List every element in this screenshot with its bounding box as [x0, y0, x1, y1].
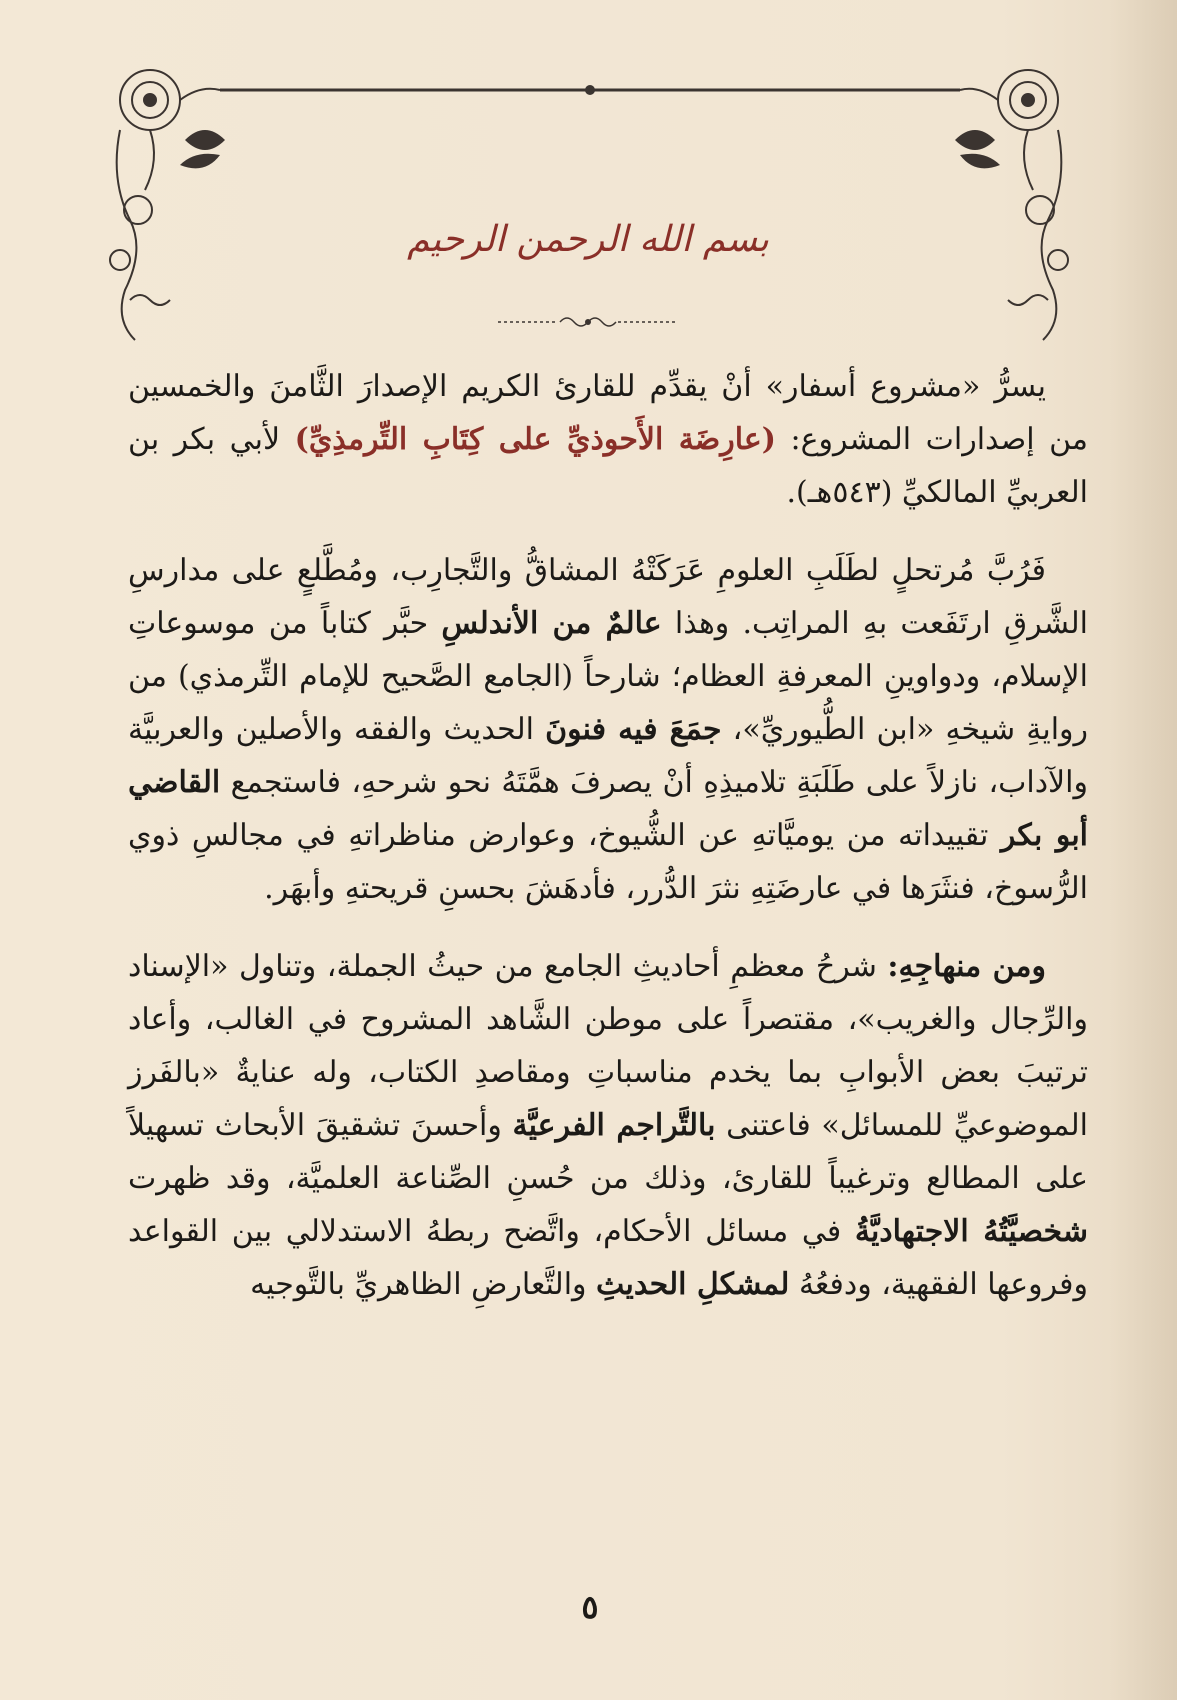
text-span: يسرُّ «مشروع أسفار» أنْ يقدِّم للقارئ الكريم الإصدارَ الثَّامنَ والخمسين من إصدارات المشروع:	[128, 369, 1088, 457]
paragraph-method	[128, 940, 1088, 1311]
text-span: شرحُ معظمِ أحاديثِ الجامع من حيثُ الجملة، وتناول «الإسناد والرِّجال والغريب»، مقتصراً على موطن الشَّاهد المشروح في الغالب، وأعاد ترتيبَ بعض الأبوابِ بما يخدم مناسباتِ ومقاصدِ الكتاب، وله عنايةٌ «بالفَرز الموضوعيِّ للمسائل» فاعتنى	[128, 949, 1088, 1143]
text-span: الحديث والفقه والأصلين والعربيَّة والآداب، نازلاً على طَلَبَةِ تلاميذِهِ أنْ يصرفَ همَّتَهُ نحو شرحهِ، فاستجمع	[128, 712, 1088, 800]
bold-span: شخصيَّتُهُ الاجتهاديَّةُ	[854, 1214, 1088, 1249]
bold-span: ومن منهاجِهِ:	[887, 949, 1046, 984]
page-number: ٥	[581, 1588, 599, 1626]
bold-span: لمشكلِ الحديثِ	[596, 1267, 790, 1302]
body-text	[128, 360, 1088, 1311]
text-span: فَرُبَّ مُرتحلٍ لطَلَبِ العلومِ عَرَكَتْهُ المشاقُّ والتَّجارِب، ومُطَّلعٍ على مدارسِ الشَّرقِ ارتَفَعت بهِ المراتِب. وهذا	[128, 553, 1088, 641]
ornamental-divider-icon	[498, 312, 678, 332]
book-title: (عارِضَة الأَحوذيِّ على كِتَابِ التِّرمذِيِّ)	[294, 422, 776, 457]
text-span: لأبي بكر بن العربيِّ المالكيِّ (٥٤٣هـ).	[128, 422, 1088, 510]
bold-span: بالتَّراجم الفرعيَّة	[512, 1108, 716, 1143]
paragraph-author	[128, 544, 1088, 915]
text-span: تقييداته من يوميَّاتهِ عن الشُّيوخ، وعوارض مناظراتهِ في مجالسِ ذوي الرُّسوخ، فنثَرَها في عارضَتِهِ نثرَ الدُّرر، فأدهَشَ بحسنِ قريحتهِ وأبهَر.	[128, 818, 1088, 906]
text-span: والتَّعارضِ الظاهريِّ بالتَّوجيه	[250, 1267, 597, 1302]
bold-span: القاضي أبو بكر	[128, 765, 1088, 853]
bold-span: عالمٌ من الأندلسِ	[441, 606, 662, 641]
text-span: وأحسنَ تشقيقَ الأبحاث تسهيلاً على المطالع وترغيباً للقارئ، وذلك من حُسنِ الصِّناعة العلميَّة، وقد ظهرت	[128, 1108, 1088, 1196]
text-span: حبَّر كتاباً من موسوعاتِ الإسلام، ودواوينِ المعرفةِ العظام؛ شارحاً (الجامع الصَّحيح للإمام التِّرمذي) من روايةِ شيخهِ «ابن الطُّيوريِّ»،	[128, 606, 1089, 747]
basmala-calligraphy: بسم الله الرحمن الرحيم	[407, 219, 769, 260]
paragraph-intro	[128, 360, 1088, 519]
page-edge-shadow	[1109, 0, 1177, 1700]
bold-span: جمَعَ فيه فنونَ	[545, 712, 722, 747]
text-span: في مسائل الأحكام، واتَّضح ربطهُ الاستدلالي بين القواعد وفروعها الفقهية، ودفعُهُ	[128, 1214, 1088, 1302]
